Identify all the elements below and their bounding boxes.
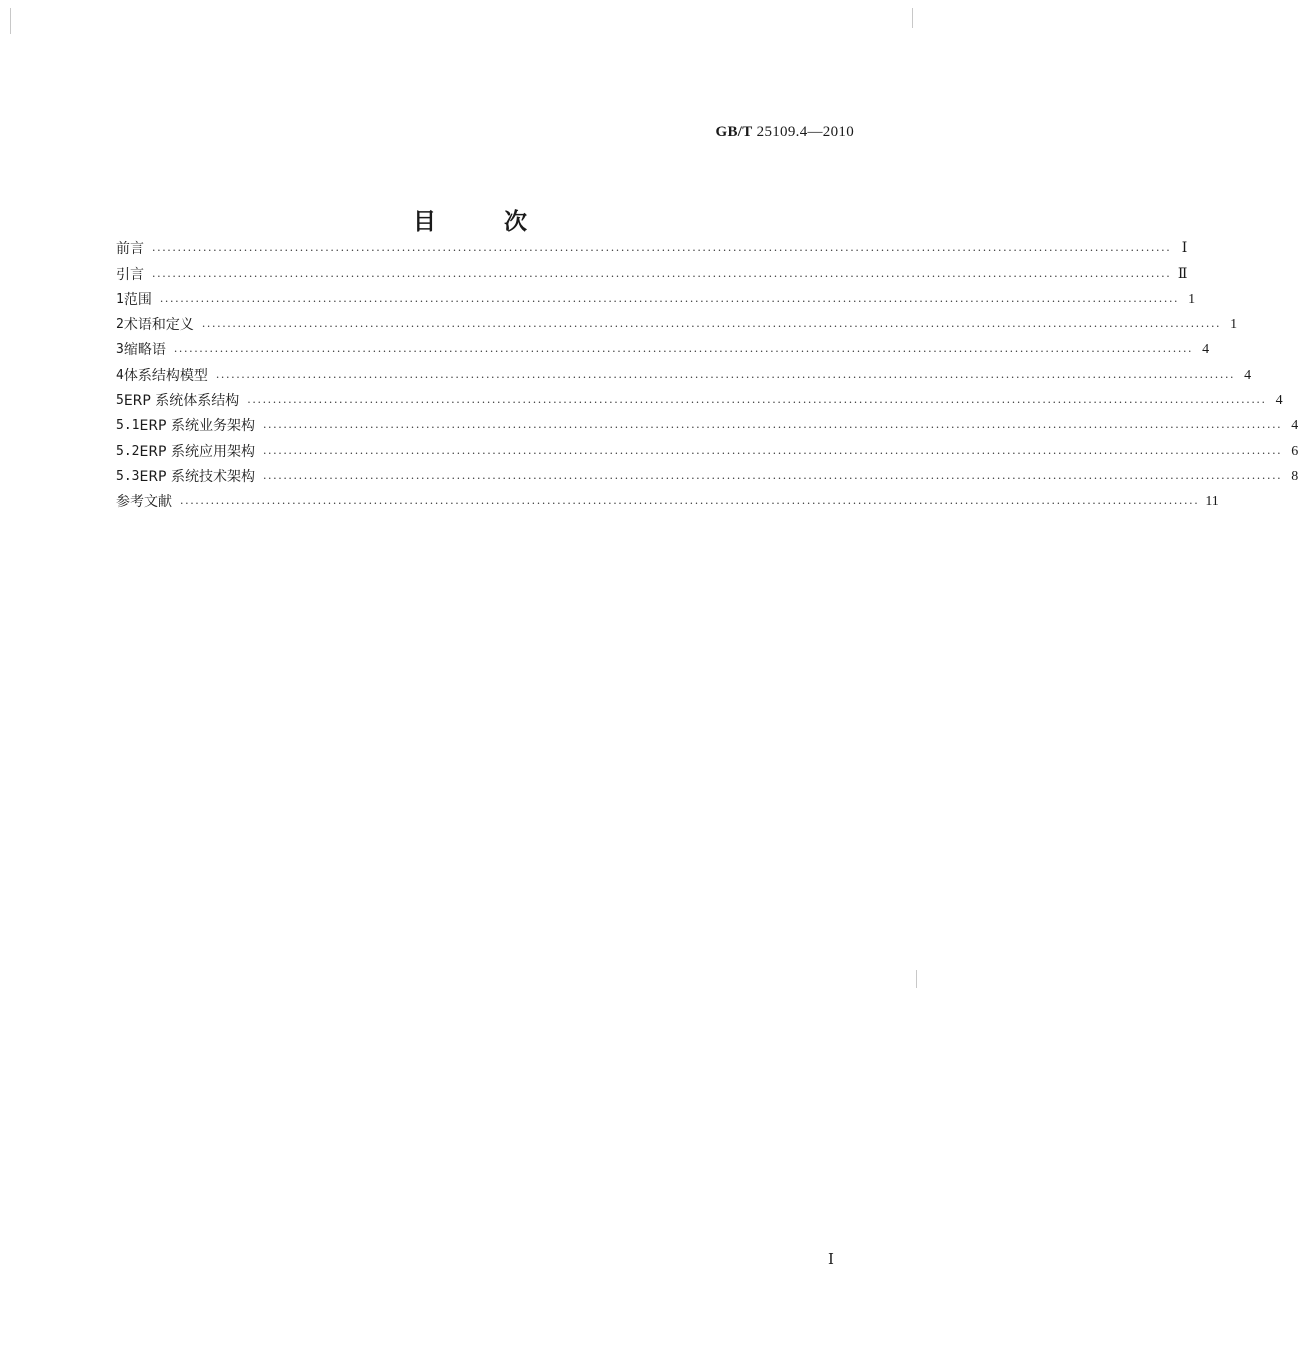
toc-entry-page: 1 bbox=[1188, 291, 1196, 307]
toc-entry-number: 5 bbox=[116, 393, 124, 409]
toc-entry-number: 2 bbox=[116, 317, 124, 333]
toc-entry-label: 体系结构模型 bbox=[123, 367, 208, 384]
toc-dot-leader: ········································································································································································································ bbox=[262, 421, 1283, 435]
standard-code-prefix: GB/T bbox=[715, 124, 753, 140]
toc-entry-page: 4 bbox=[1291, 418, 1298, 434]
toc-entry-page: 4 bbox=[1275, 393, 1283, 409]
toc-entry[interactable] bbox=[116, 334, 1210, 359]
toc-entry-page: 4 bbox=[1202, 342, 1210, 358]
toc-entry-label: 缩略语 bbox=[123, 342, 166, 359]
toc-dot-leader: ········································································································································································································ bbox=[152, 244, 1172, 258]
toc-entry[interactable] bbox=[116, 359, 1252, 384]
toc-entry-label: 术语和定义 bbox=[123, 317, 194, 334]
toc-entry-label: ERP 系统业务架构 bbox=[139, 418, 255, 435]
scan-mark-top-right bbox=[912, 8, 913, 28]
footer-page-number: Ⅰ bbox=[828, 1252, 834, 1268]
toc-entry[interactable] bbox=[116, 486, 1219, 511]
toc-dot-leader: ········································································································································································································ bbox=[159, 294, 1180, 308]
toc-entry-number: 3 bbox=[116, 342, 124, 358]
toc-entry-label: 前言 bbox=[116, 241, 144, 258]
toc-dot-leader: ········································································································································································································ bbox=[262, 446, 1283, 460]
toc-dot-leader: ········································································································································································································ bbox=[247, 396, 1267, 410]
toc-dot-leader: ········································································································································································································ bbox=[152, 269, 1172, 283]
page-title: 目 次 bbox=[412, 209, 557, 235]
standard-code bbox=[716, 124, 854, 141]
toc-entry-page: Ⅱ bbox=[1177, 266, 1188, 282]
toc-entry-page: 8 bbox=[1291, 468, 1298, 484]
toc-entry-number: 4 bbox=[116, 367, 124, 383]
toc-entry-label: ERP 系统技术架构 bbox=[139, 468, 255, 485]
standard-code-number: 25109.4—2010 bbox=[756, 124, 854, 140]
toc-entry-page: Ⅰ bbox=[1181, 241, 1188, 257]
toc-dot-leader: ········································································································································································································ bbox=[262, 471, 1283, 485]
scan-mark-top-left bbox=[10, 8, 11, 34]
toc-entry-number: 5.1 bbox=[116, 418, 140, 434]
toc-dot-leader: ········································································································································································································ bbox=[173, 345, 1194, 359]
toc-entry[interactable] bbox=[116, 233, 1188, 258]
toc-entry-label: ERP 系统体系结构 bbox=[123, 393, 240, 410]
toc-entry-page: 11 bbox=[1205, 494, 1219, 510]
toc-entry[interactable] bbox=[116, 284, 1196, 309]
scan-mark-right-middle bbox=[916, 970, 917, 988]
toc-entry-number: 1 bbox=[116, 291, 124, 307]
table-of-contents bbox=[116, 233, 1298, 511]
toc-entry-page: 1 bbox=[1230, 317, 1238, 333]
toc-entry-label: 引言 bbox=[116, 266, 144, 283]
toc-entry[interactable] bbox=[116, 461, 1298, 486]
toc-entry-page: 6 bbox=[1291, 443, 1298, 459]
toc-entry[interactable] bbox=[116, 435, 1298, 460]
toc-entry[interactable] bbox=[116, 309, 1238, 334]
toc-dot-leader: ········································································································································································································ bbox=[215, 370, 1236, 384]
toc-entry-label: 范围 bbox=[123, 291, 152, 308]
toc-entry-number: 5.3 bbox=[116, 468, 140, 484]
toc-entry-page: 4 bbox=[1244, 367, 1252, 383]
toc-entry[interactable] bbox=[116, 410, 1298, 435]
toc-entry-label: 参考文献 bbox=[116, 494, 172, 511]
toc-dot-leader: ········································································································································································································ bbox=[180, 497, 1200, 511]
toc-entry[interactable] bbox=[116, 258, 1188, 283]
toc-entry[interactable] bbox=[116, 385, 1283, 410]
toc-entry-number: 5.2 bbox=[116, 443, 140, 459]
toc-entry-label: ERP 系统应用架构 bbox=[139, 443, 255, 460]
toc-dot-leader: ········································································································································································································ bbox=[201, 320, 1222, 334]
